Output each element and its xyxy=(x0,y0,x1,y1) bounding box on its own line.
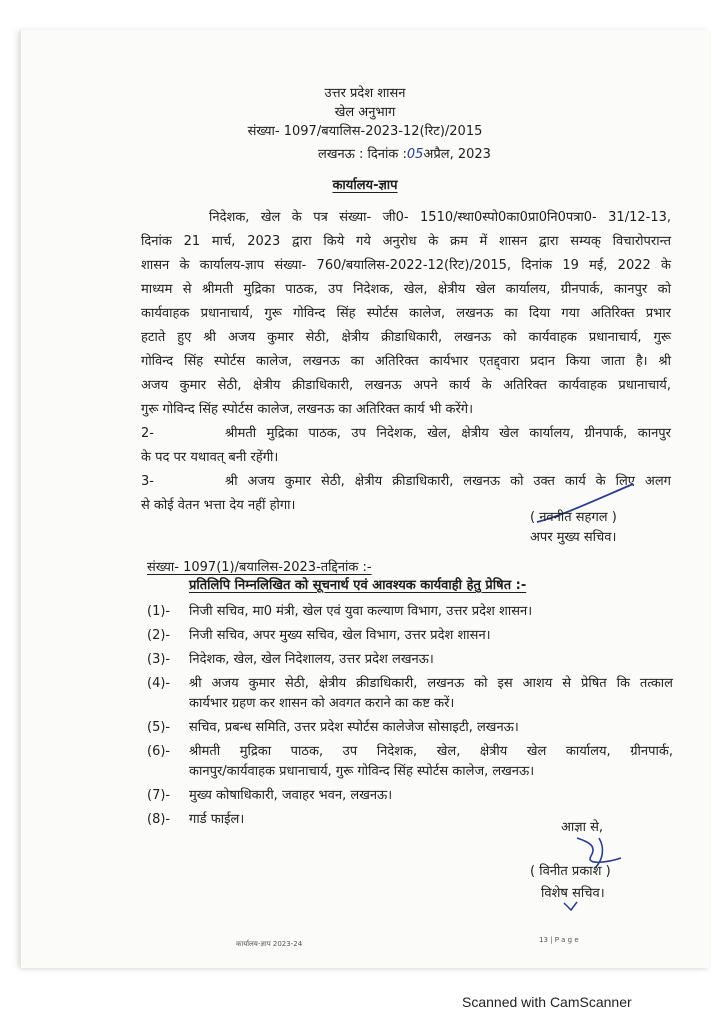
copy-item-6-line-1: श्रीमती मुद्रिका पाठक, उप निदेशक, खेल, क्षेत्रीय खेल कार्यालय, ग्रीनपार्क, xyxy=(189,744,673,759)
document-page xyxy=(20,30,709,968)
copy-item-5-line-1: सचिव, प्रबन्ध समिति, उत्तर प्रदेश स्पोर्टस कालेजेज सोसाइटी, लखनऊ। xyxy=(189,720,519,735)
para3-number: 3- xyxy=(141,474,154,489)
signatory1-name: ( नवनीत सहगल ) xyxy=(530,510,617,525)
para3-line-2: से कोई वेतन भत्ता देय नहीं होगा। xyxy=(141,498,296,513)
header-date xyxy=(318,147,491,163)
body-line-8: अजय कुमार सेठी, क्षेत्रीय क्रीडाधिकारी, लखनऊ अपने कार्य के अतिरिक्त कार्यवाहक प्रधानाचार्य, xyxy=(141,378,671,393)
camscanner-watermark: Scanned with CamScanner xyxy=(462,994,632,1010)
date-handwritten: 05 xyxy=(406,147,424,162)
copy-item-6-number: (6)- xyxy=(147,744,171,759)
copy-item-2-line-1: निजी सचिव, अपर मुख्य सचिव, खेल विभाग, उत्तर प्रदेश शासन। xyxy=(189,628,491,643)
para3-line-1: श्री अजय कुमार सेठी, क्षेत्रीय क्रीडाधिकारी, लखनऊ को उक्त कार्य के लिए अलग xyxy=(225,474,671,489)
copy-item-5-number: (5)- xyxy=(147,720,171,735)
body-line-4: माध्यम से श्रीमती मुद्रिका पाठक, उप निदेशक, खेल, क्षेत्रीय खेल कार्यालय, ग्रीनपार्क, कानपुर को xyxy=(141,282,671,297)
date-suffix: अप्रैल, 2023 xyxy=(423,147,491,162)
body-line-9: गुरू गोविन्द सिंह स्पोर्टस कालेज, लखनऊ का अतिरिक्त कार्य भी करेंगे। xyxy=(141,402,474,417)
copy-item-8-line-1: गार्ड फाईल। xyxy=(189,812,245,827)
header-number: संख्या- 1097/बयालिस-2023-12(रिट)/2015 xyxy=(247,124,483,139)
body-line-6: हटाते हुए श्री अजय कुमार सेठी, क्षेत्रीय क्रीडाधिकारी, लखनऊ को कार्यवाहक प्रधानाचार्य, गुरू xyxy=(141,330,671,345)
footer-left: कार्यालय-ज्ञाप 2023-24 xyxy=(236,940,303,948)
copy-item-8-number: (8)- xyxy=(147,812,171,827)
copy-item-7-line-1: मुख्य कोषाधिकारी, जवाहर भवन, लखनऊ। xyxy=(189,788,393,803)
body-line-2: दिनांक 21 मार्च, 2023 द्वारा किये गये अनुरोध के क्रम में शासन द्वारा सम्यक् विचारोपरान्त xyxy=(141,234,671,249)
copy-item-3-line-1: निदेशक, खेल, खेल निदेशालय, उत्तर प्रदेश लखनऊ। xyxy=(189,652,434,667)
signatory2-order: आज्ञा से, xyxy=(561,820,604,835)
footer-page: 13 | P a g e xyxy=(539,936,579,944)
copy-number: संख्या- 1097(1)/बयालिस-2023-तद्दिनांक :- xyxy=(147,560,372,575)
body-line-5: कार्यवाहक प्रधानाचार्य, गुरू गोविन्द सिंह स्पोर्टस कालेज, लखनऊ का दिया गया अतिरिक्त प्रभार xyxy=(141,306,671,321)
copy-item-4-line-2: कार्यभार ग्रहण कर शासन को अवगत कराने का कष्ट करें। xyxy=(189,696,455,711)
copy-item-2-number: (2)- xyxy=(147,628,171,643)
header-department: खेल अनुभाग xyxy=(334,105,396,120)
signatory2-name: ( विनीत प्रकाश ) xyxy=(530,864,611,879)
memo-title: कार्यालय-ज्ञाप xyxy=(332,178,398,193)
para2-number: 2- xyxy=(141,426,154,441)
copy-item-4-number: (4)- xyxy=(147,676,171,691)
copy-item-6-line-2: कानपुर/कार्यवाहक प्रधानाचार्य, गुरू गोविन्द सिंह स्पोर्टस कालेज, लखनऊ। xyxy=(189,764,535,779)
body-line-7: गोविन्द सिंह स्पोर्टस कालेज, लखनऊ का अतिरिक्त कार्यभार एतद्द्वारा प्रदान किया जाता है। श्री xyxy=(141,354,671,369)
body-line-3: शासन के कार्यालय-ज्ञाप संख्या- 760/बयालिस-2022-12(रिट)/2015, दिनांक 19 मई, 2022 के xyxy=(141,258,671,273)
signatory1-designation: अपर मुख्य सचिव। xyxy=(530,530,617,545)
copy-item-1-number: (1)- xyxy=(147,604,171,619)
body-line-1: निदेशक, खेल के पत्र संख्या- जी0- 1510/स्था0स्पो0का0प्रा0नि0पत्रा0- 31/12-13, xyxy=(209,210,671,225)
para2-line-1: श्रीमती मुद्रिका पाठक, उप निदेशक, खेल, क्षेत्रीय खेल कार्यालय, ग्रीनपार्क, कानपुर xyxy=(225,426,671,441)
para2-line-2: के पद पर यथावत् बनी रहेंगी। xyxy=(141,450,279,465)
date-prefix: लखनऊ : दिनांक : xyxy=(318,147,407,162)
signature-tick xyxy=(561,900,581,914)
copy-item-7-number: (7)- xyxy=(147,788,171,803)
copy-item-4-line-1: श्री अजय कुमार सेठी, क्षेत्रीय क्रीडाधिकारी, लखनऊ को इस आशय से प्रेषित कि तत्काल xyxy=(189,676,673,691)
copy-item-3-number: (3)- xyxy=(147,652,171,667)
signatory2-designation: विशेष सचिव। xyxy=(541,886,605,901)
header-government: उत्तर प्रदेश शासन xyxy=(324,86,406,101)
copy-item-1-line-1: निजी सचिव, मा0 मंत्री, खेल एवं युवा कल्याण विभाग, उत्तर प्रदेश शासन। xyxy=(189,604,533,619)
copy-heading: प्रतिलिपि निम्नलिखित को सूचनार्थ एवं आवश्यक कार्यवाही हेतु प्रेषित :- xyxy=(189,578,527,593)
